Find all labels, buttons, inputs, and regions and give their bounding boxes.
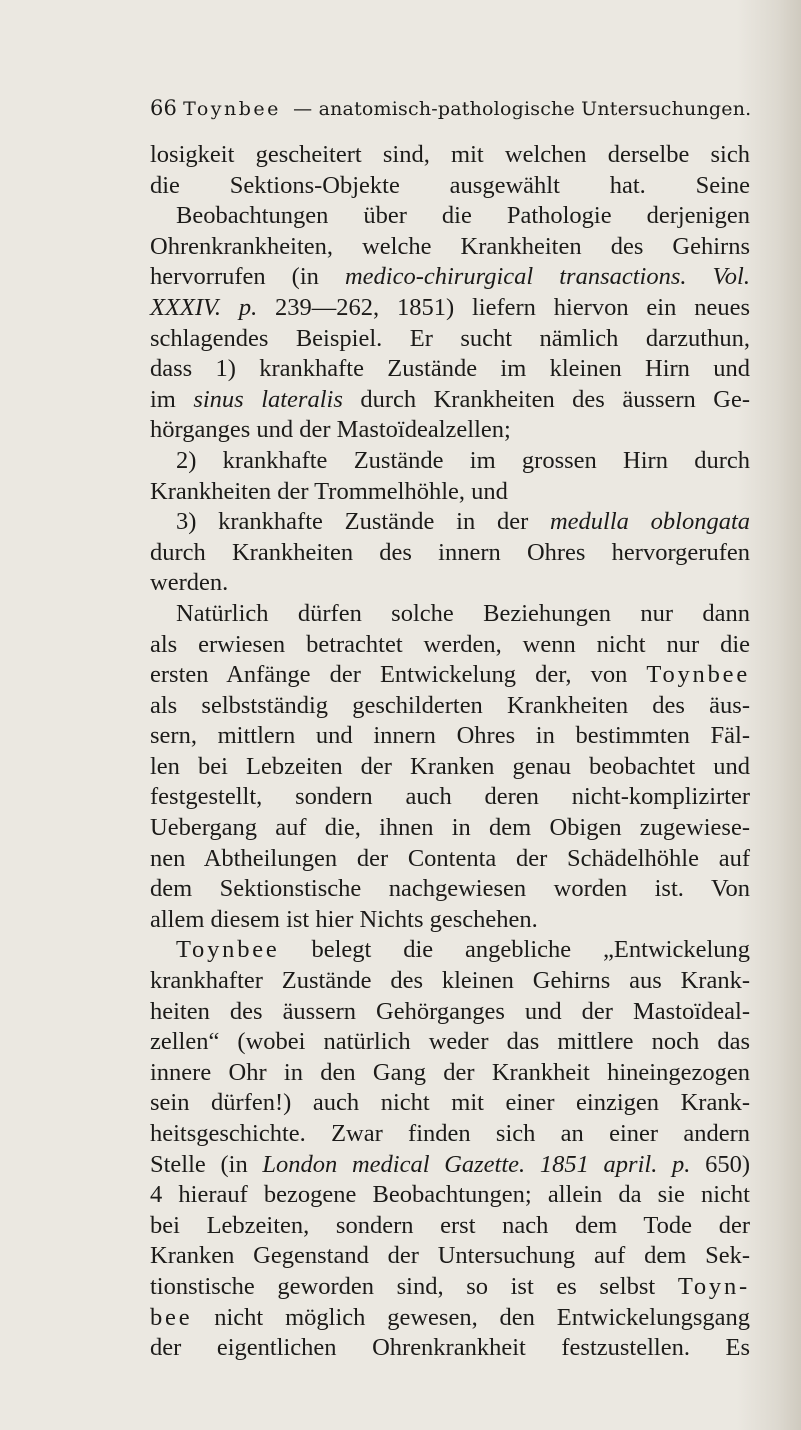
text-line: 2) krankhafte Zustände im grossen Hirn durch [176, 446, 750, 474]
text-line: dass 1) krankhafte Zustände im kleinen Hirn und [150, 355, 750, 383]
text-line: ersten Anfänge der Entwickelung der, von Toynbee [150, 661, 750, 689]
header-dash: — [286, 98, 319, 120]
text-line: durch Krankheiten des innern Ohres hervorgerufen [150, 538, 750, 566]
text-line: sern, mittlern und innern Ohres in bestimmten Fäl- [150, 722, 750, 750]
text-line: krankhafter Zustände des kleinen Gehirns aus Krank- [150, 967, 750, 995]
text-line: 3) krankhafte Zustände in der medulla oblongata [176, 508, 750, 536]
text-line: als erwiesen betrachtet werden, wenn nicht nur die [150, 630, 750, 658]
text-line: Toynbee belegt die angebliche „Entwickelung [176, 936, 750, 964]
text-line: heitsgeschichte. Zwar finden sich an einer andern [150, 1120, 750, 1147]
latin-term: sinus lateralis [193, 385, 343, 413]
latin-term: medulla oblongata [549, 508, 750, 536]
text-line: heiten des äussern Gehörganges und der Mastoïdeal- [150, 997, 750, 1025]
header-title: anatomisch-pathologische Untersuchungen. [318, 98, 752, 120]
text-line: im sinus lateralis durch Krankheiten des äussern Ge- [150, 385, 750, 413]
text-line: sein dürfen!) auch nicht mit einer einzigen Krank- [150, 1089, 750, 1117]
text-line: Natürlich dürfen solche Beziehungen nur dann [176, 599, 750, 627]
text-line: nen Abtheilungen der Contenta der Schädelhöhle auf [150, 844, 750, 872]
running-header [150, 96, 770, 120]
text-line: als selbstständig geschilderten Krankheiten des äus- [150, 691, 750, 719]
text-line: die Sektions-Objekte ausgewählt hat. Seine [150, 171, 750, 199]
text-line: XXXIV. p. 239—262, 1851) liefern hiervon ein neues [150, 293, 750, 321]
text-line: hervorrufen (in medico-chirurgical transactions. Vol. [150, 263, 750, 291]
citation-title: medico-chirurgical transactions. Vol. [344, 263, 750, 291]
text-line: 4 hierauf bezogene Beobachtungen; allein da sie nicht [150, 1181, 750, 1209]
author-name: Toynbee [176, 936, 280, 964]
text-line: Stelle (in London medical Gazette. 1851 april. p. 650) [150, 1150, 750, 1178]
header-author: Toynbee [183, 98, 281, 120]
text-line: festgestellt, sondern auch deren nicht-komplizirter [150, 783, 750, 811]
text-line: allem diesem ist hier Nichts geschehen. [150, 905, 538, 933]
author-name: Toynbee [646, 661, 750, 689]
citation-volume: XXXIV. p. [150, 293, 258, 321]
text-line: zellen“ (wobei natürlich weder das mittlere noch das [150, 1028, 750, 1056]
text-line: Kranken Gegenstand der Untersuchung auf dem Sek- [150, 1242, 750, 1270]
text-line: dem Sektionstische nachgewiesen worden ist. Von [150, 875, 750, 903]
text-line: innere Ohr in den Gang der Krankheit hineingezogen [150, 1058, 750, 1086]
text-line: Krankheiten der Trommelhöhle, und [150, 477, 508, 505]
text-line: tionstische geworden sind, so ist es selbst Toyn- [150, 1272, 750, 1300]
author-name: Toyn- [677, 1272, 750, 1300]
text-line: hörganges und der Mastoïdealzellen; [150, 416, 511, 444]
text-line: losigkeit gescheitert sind, mit welchen derselbe sich [150, 141, 750, 168]
text-line: werden. [150, 569, 229, 597]
text-line: bei Lebzeiten, sondern erst nach dem Tode der [150, 1211, 750, 1239]
text-line: der eigentlichen Ohrenkrankheit festzustellen. Es [150, 1334, 750, 1362]
text-line: Beobachtungen über die Pathologie derjenigen [176, 202, 750, 230]
author-name: bee [150, 1303, 193, 1331]
body-text [150, 140, 750, 1364]
text-line: Uebergang auf die, ihnen in dem Obigen zugewiese- [150, 814, 750, 842]
text-line: Ohrenkrankheiten, welche Krankheiten des Gehirns [150, 232, 750, 260]
text-line: len bei Lebzeiten der Kranken genau beobachtet und [150, 752, 750, 780]
text-line: bee nicht möglich gewesen, den Entwickelungsgang [150, 1303, 750, 1331]
citation-title: London medical Gazette. 1851 april. p. [262, 1150, 691, 1178]
text-line: schlagendes Beispiel. Er sucht nämlich darzuthun, [150, 324, 750, 352]
page-number: 66 [150, 96, 178, 120]
